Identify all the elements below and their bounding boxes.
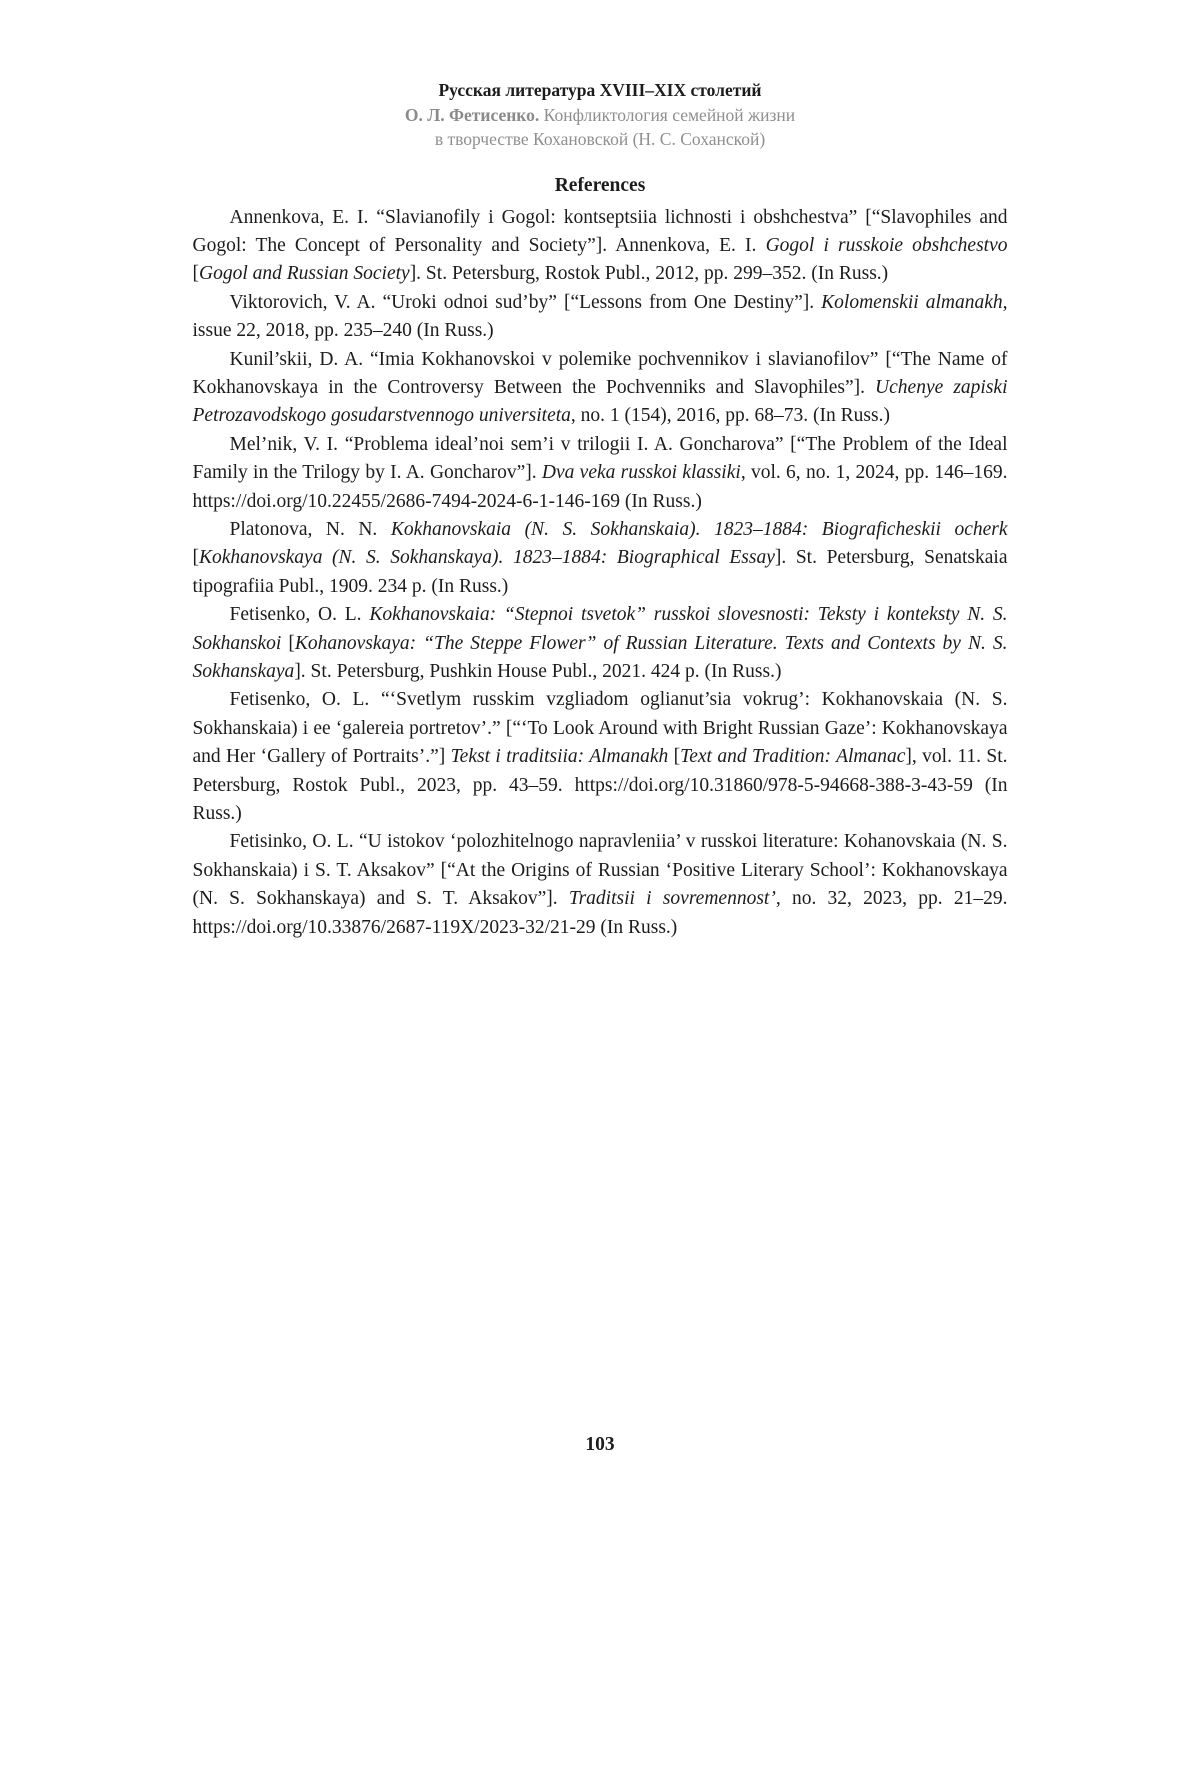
reference-text: Kunil’skii, D. A. “Imia Kokhanovskoi v polemike pochvennikov i slavianofilov” [“The Name of Kokhanovskaya in the Controversy Between the Pochvenniks and Slavophiles”]. (192, 348, 1008, 398)
text-column (193, 78, 1008, 942)
reference-title-italic: Text and Tradition: Almanac (680, 746, 906, 768)
reference-entry (193, 828, 1008, 942)
reference-title-italic: Tekst i traditsiia: Almanakh (450, 746, 669, 768)
reference-text: , issue 22, 2018, pp. 235–240 (In Russ.) (192, 291, 1008, 342)
reference-title-italic: Dva veka russkoi klassiki (541, 462, 741, 484)
reference-title-italic: Kokhanovskaya (N. S. Sokhanskaya). 1823–1884: Biographical Essay (199, 547, 775, 569)
reference-text: [ (192, 263, 199, 285)
reference-entry (193, 516, 1008, 601)
article-byline (193, 103, 1008, 128)
reference-text: Fetisenko, O. L. (229, 604, 370, 626)
article-author: О. Л. Фетисенко. (404, 104, 540, 125)
reference-text: Viktorovich, V. A. “Uroki odnoi sud’by” [“Lessons from One Destiny”]. (229, 291, 822, 313)
reference-entry (193, 601, 1008, 686)
reference-text: , no. 1 (154), 2016, pp. 68–73. (In Russ.) (570, 405, 890, 427)
reference-text: , vol. 6, no. 1, 2024, pp. 146–169. https://doi.org/10.22455/2686-7494-2024-6-1-146-169 (In Russ.) (192, 462, 1008, 512)
reference-text: Annenkova, E. I. “Slavianofily i Gogol: kontseptsiia lichnosti i obshchestva” [“Slavophiles and Gogol: The Concept of Personality and Society”]. Annenkova, E. I. (192, 206, 1008, 256)
reference-text: [ (281, 632, 295, 654)
reference-text: Platonova, N. N. (229, 518, 391, 540)
reference-title-italic: Traditsii i sovremennost’ (568, 888, 776, 910)
reference-text: ]. St. Petersburg, Rostok Publ., 2012, pp. 299–352. (In Russ.) (409, 263, 889, 285)
reference-title-italic: Kokhanovskaia: “Stepnoi tsvetok” russkoi slovesnosti: Teksty i konteksty N. S. Sokhanskoi (192, 604, 1008, 654)
article-title-part1: Конфликтология семейной жизни (539, 104, 796, 125)
reference-text: Fetisenko, O. L. “‘Svetlym russkim vzgliadom oglianut’sia vokrug’: Kokhanovskaia (N. S. Sokhanskaia) i ee ‘galereia portretov’.” [“‘To Look Around with Bright Russian Gaze’: Kokhanovskaya and Her ‘Gallery of Portraits’.”] (192, 689, 1008, 768)
reference-title-italic: Gogol i russkoie obshchestvo (765, 234, 1008, 256)
reference-text: ]. St. Petersburg, Pushkin House Publ., 2021. 424 p. (In Russ.) (294, 661, 782, 682)
reference-entry (193, 204, 1008, 289)
reference-text: [ (192, 547, 199, 569)
reference-title-italic: Uchenye zapiski Petrozavodskogo gosudarstvennogo universiteta (192, 376, 1008, 427)
references-list (193, 204, 1008, 943)
reference-text: Mel’nik, V. I. “Problema ideal’noi sem’i v trilogii I. A. Goncharova” [“The Problem of the Ideal Family in the Trilogy by I. A. Goncharov”]. (192, 433, 1008, 484)
reference-entry (193, 289, 1008, 346)
running-head (193, 78, 1008, 152)
reference-title-italic: Gogol and Russian Society (199, 263, 410, 285)
article-title-part2: в творчестве Кохановской (Н. С. Соханской) (434, 129, 766, 149)
journal-title: Русская литература XVIII–XIX столетий (438, 80, 762, 100)
reference-title-italic: Kokhanovskaia (N. S. Sokhanskaia). 1823–1884: Biograficheskii ocherk (390, 518, 1008, 540)
references-heading: References (554, 174, 646, 196)
reference-text: [ (668, 746, 681, 768)
reference-text: , no. 32, 2023, pp. 21–29. https://doi.org/10.33876/2687-119X/2023-32/21-29 (In Russ.) (192, 888, 1008, 938)
reference-text: Fetisinko, O. L. “U istokov ‘polozhitelnogo napravleniia’ v russkoi literature: Kohanovskaia (N. S. Sokhanskaia) i S. T. Aksakov” [“At the Origins of Russian ‘Positive Literary School’: Kokhanovskaya (N. S. Sokhanskaya) and S. T. Aksakov”]. (192, 831, 1008, 910)
reference-entry (193, 686, 1008, 828)
reference-title-italic: Kohanovskaya: “The Steppe Flower” of Russian Literature. Texts and Contexts by N. S. Sokhanskaya (192, 632, 1008, 682)
reference-entry (193, 431, 1008, 516)
reference-text: ]. St. Petersburg, Senatskaia tipografiia Publ., 1909. 234 p. (In Russ.) (192, 547, 1008, 597)
page-number: 103 (585, 1434, 615, 1455)
reference-entry (193, 346, 1008, 431)
reference-text: ], vol. 11. St. Petersburg, Rostok Publ., 2023, pp. 43–59. https://doi.org/10.31860/978-5-94668-388-3-43-59 (In Russ.) (192, 746, 1008, 825)
reference-title-italic: Kolomenskii almanakh (821, 291, 1003, 313)
